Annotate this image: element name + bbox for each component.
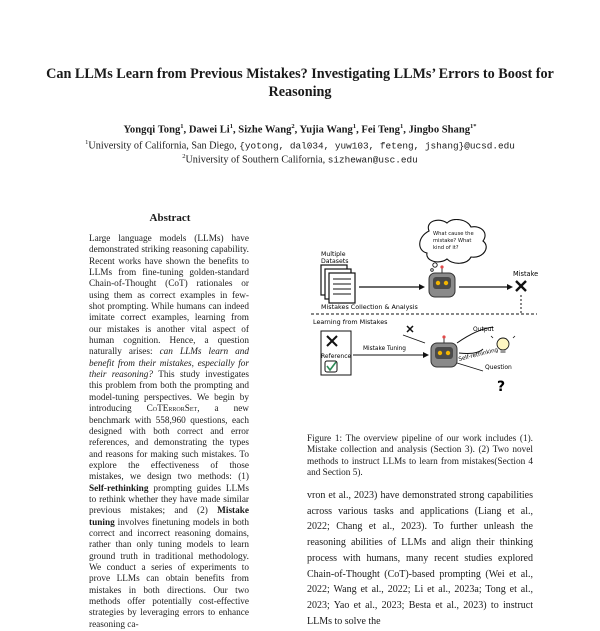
abstract-text: involves finetuning models in both correct and incorrect reasoning domains, rather than only tuning models to learn ground truth in traditional methodology. We conduct a series of experiments to prove LLMs can obtain benefits from mistakes in both directions. Our two methods offer potentially cost-effective strategies by leveraging errors to enhance reasoning ca-	[89, 517, 249, 630]
author-list: Yongqi Tong$^1$, Dawei Li$^1$, Sizhe Wang$^2$, Yujia Wang$^1$, Fei Teng$^1$, Jingbo Shang$^{1*}$	[123, 123, 477, 136]
reference-label: Reference	[321, 353, 352, 360]
overview-figure	[307, 219, 540, 429]
abstract-question: can LLMs learn and benefit from their mistakes, especially for their reasoning?	[89, 347, 249, 381]
output-label: Output	[473, 326, 494, 333]
author: Dawei Li	[188, 124, 230, 136]
author-affiliation-mark: 1	[180, 123, 184, 130]
body-paragraph: vron et al., 2023) have demonstrated strong capabilities across various tasks and applications (Liang et al., 2022; Chang et al., 2023). To further unleash the reasoning abilities of LLMs and align their thinking process with humans, many recent studies explored Chain-of-Thought (CoT)-based prompting (Wei et al., 2022; Wang et al., 2022; Li et al., 2023a; Tong et al., 2023; Yao et al., 2023; Besta et al., 2023) to instruct LLMs to solve the	[307, 490, 533, 627]
author-affiliation-mark: 1	[229, 123, 233, 130]
affiliation-mark: 1	[85, 139, 89, 146]
author: Jingbo Shang	[408, 124, 471, 136]
thought-line: What cause the	[433, 231, 474, 237]
author-affiliation-mark: 1	[352, 123, 357, 130]
paper-title: Can LLMs Learn from Previous Mistakes? Investigating LLMs’ Errors to Boost for Reasoning	[46, 66, 554, 100]
method-mistake-tuning: Mistake tuning	[89, 506, 249, 528]
question-mark: ?	[497, 379, 506, 395]
learning-label: Learning from Mistakes	[313, 318, 388, 326]
mistake-tuning-label: Mistake Tuning	[363, 346, 406, 352]
figure-caption	[307, 434, 533, 479]
question-label: Question	[485, 364, 512, 371]
datasets-icon	[321, 265, 355, 303]
affiliation-email: sizhewan@usc.edu	[327, 154, 418, 166]
arrow-head	[419, 284, 425, 290]
thought-line: mistake? What	[433, 238, 472, 244]
affiliation-email: {yotong, dal034, yuw103, feteng, jshang}@ucsd.edu	[239, 140, 515, 152]
abstract-text: prompting guides LLMs to rethink whether they have made similar previous mistakes; and (2)	[89, 483, 249, 517]
author: Yujia Wang	[299, 124, 353, 136]
affiliation-mark: 2	[182, 153, 186, 160]
author: Yongqi Tong	[123, 124, 181, 136]
multiple-datasets-label: Multiple Datasets	[321, 251, 349, 265]
collection-label: Mistakes Collection & Analysis	[321, 303, 418, 311]
thought-line: kind of it?	[433, 245, 459, 251]
caption-text: Figure 1: The overview pipeline of our work includes (1). Mistake collection and analysis (Section 3). (2) Two novel methods to instruct LLMs to learn from mistakes(Section 4 and Section 5).	[307, 434, 533, 478]
author-affiliation-mark: 1	[399, 123, 404, 130]
author: Sizhe Wang	[238, 124, 292, 136]
abstract-text: This study investigates this problem from both the prompting and model-tuning perspectives. We begin by introducing	[89, 370, 249, 415]
abstract-heading: Abstract	[149, 212, 191, 224]
abstract-text: , a new benchmark with 558,960 questions, each designed with both correct and error references, and demonstrating the types and reasons for making such mistakes. To explore the effectiveness of those mistakes, we design two methods: (1)	[89, 404, 249, 483]
affiliation-usc	[40, 153, 560, 165]
arrow-head	[423, 352, 429, 358]
author-affiliation-mark: 2	[291, 123, 295, 130]
robot-icon	[431, 335, 457, 367]
affiliation-ucsd	[40, 139, 560, 151]
abstract-body	[89, 234, 249, 631]
affiliation-name: University of California, San Diego,	[88, 140, 240, 152]
datasets-word: Datasets	[321, 258, 349, 265]
body-column	[307, 488, 533, 629]
x-icon	[407, 326, 413, 332]
mistake-label: Mistake	[513, 270, 539, 278]
method-self-rethinking: Self-rethinking	[89, 483, 149, 494]
arrow-head	[507, 284, 513, 290]
self-rethinking-label: Self-rethinking	[458, 347, 499, 363]
flow-arrow	[403, 335, 425, 343]
thought-bubble	[420, 220, 486, 272]
abstract-text: Large language models (LLMs) have demonstrated striking reasoning capability. Recent works have shown the benefits to LLMs from fine-tuning golden-standard Chain-of-Thought (CoT) rationales or using them as correct examples in few-shot prompting. While humans can indeed imitate correct examples, learning from our mistakes is another vital aspect of human cognition. Hence, a question naturally arises:	[89, 234, 249, 358]
dataset-name: CoTErrorSet	[146, 404, 198, 415]
author-affiliation-mark: 1*	[470, 123, 477, 130]
flow-arrow	[457, 363, 483, 371]
affiliation-name: University of Southern California,	[185, 154, 328, 166]
mistake-x-icon	[516, 281, 526, 291]
author: Fei Teng	[361, 124, 400, 136]
